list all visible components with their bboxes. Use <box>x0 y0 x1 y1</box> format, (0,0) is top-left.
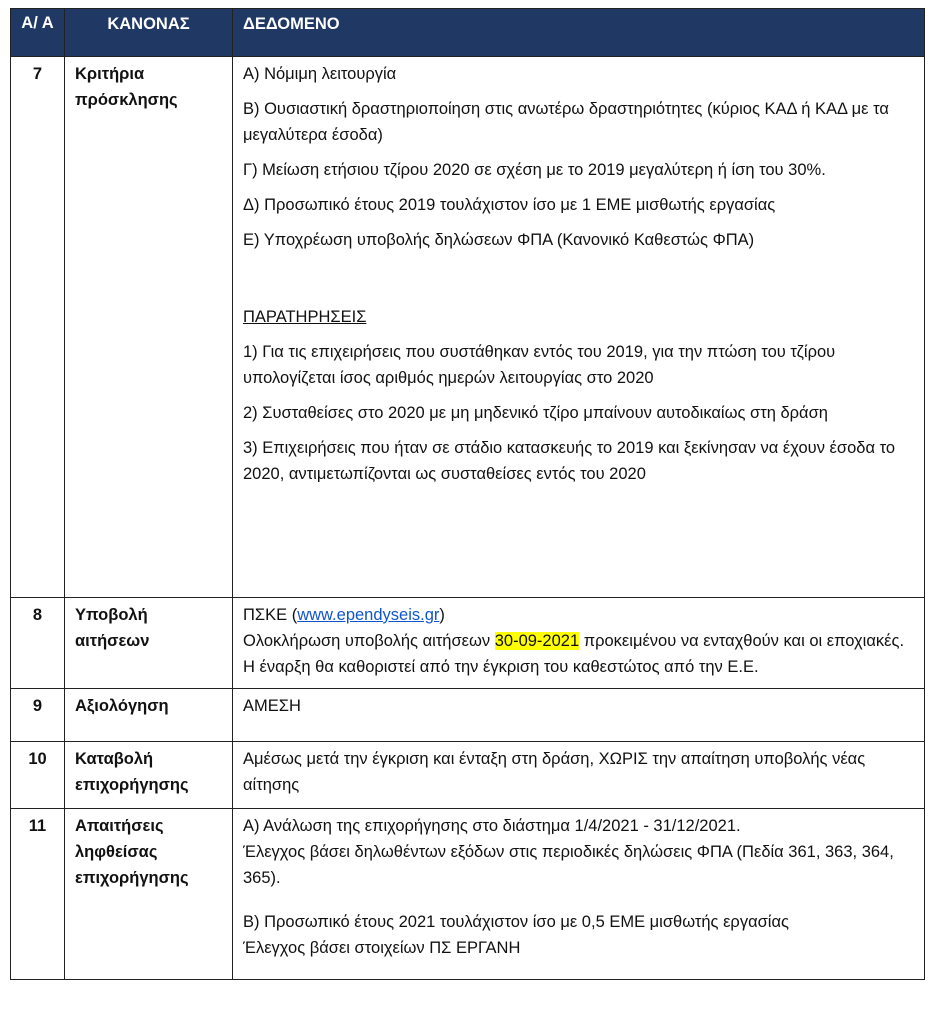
spacer <box>243 262 916 304</box>
row-number: 8 <box>11 598 65 689</box>
notes-title: ΠΑΡΑΤΗΡΗΣΕΙΣ <box>243 308 367 326</box>
row-number: 9 <box>11 689 65 742</box>
header-aa: Α/ Α <box>11 9 65 57</box>
header-rule: ΚΑΝΟΝΑΣ <box>65 9 233 57</box>
rule-data <box>233 598 925 689</box>
criterion-c: Γ) Μείωση ετήσιου τζίρου 2020 σε σχέση με το 2019 μεγαλύτερη ή ίση του 30%. <box>243 161 826 179</box>
rules-table <box>10 8 925 980</box>
requirement-a: Α) Ανάλωση της επιχορήγησης στο διάστημα 1/4/2021 - 31/12/2021. <box>243 817 741 835</box>
note-2: 2) Συσταθείσες στο 2020 με μη μηδενικό τζίρο μπαίνουν αυτοδικαίως στη δράση <box>243 404 828 422</box>
rule-name: Καταβολή επιχορήγησης <box>65 742 233 809</box>
row-number: 10 <box>11 742 65 809</box>
note-1: 1) Για τις επιχειρήσεις που συστάθηκαν εντός του 2019, για την πτώση του τζίρου υπολογίζεται ίσος αριθμός ημερών λειτουργίας στο 2020 <box>243 343 836 387</box>
criterion-d: Δ) Προσωπικό έτους 2019 τουλάχιστον ίσο με 1 ΕΜΕ μισθωτής εργασίας <box>243 196 776 214</box>
rule-name: Απαιτήσεις ληφθείσας επιχορήγησης <box>65 809 233 980</box>
table-row <box>11 57 925 598</box>
row-number: 7 <box>11 57 65 598</box>
table-row <box>11 742 925 809</box>
rule-name: Υποβολή αιτήσεων <box>65 598 233 689</box>
rule-data <box>233 57 925 598</box>
submission-portal-line: ΠΣΚΕ (www.ependyseis.gr) <box>243 606 445 624</box>
submission-deadline-line: Ολοκλήρωση υποβολής αιτήσεων 30-09-2021 προκειμένου να ενταχθούν και οι εποχιακές. Η έναρξη θα καθοριστεί από την έγκριση του καθεστώτος από την Ε.Ε. <box>243 632 905 676</box>
row-number: 11 <box>11 809 65 980</box>
requirement-a-check: Έλεγχος βάσει δηλωθέντων εξόδων στις περιοδικές δηλώσεις ΦΠΑ (Πεδία 361, 363, 364, 365). <box>243 843 894 887</box>
table-row <box>11 809 925 980</box>
criterion-e: Ε) Υποχρέωση υποβολής δηλώσεων ΦΠΑ (Κανονικό Καθεστώς ΦΠΑ) <box>243 231 755 249</box>
requirement-b: Β) Προσωπικό έτους 2021 τουλάχιστον ίσο με 0,5 ΕΜΕ μισθωτής εργασίας <box>243 913 789 931</box>
spacer <box>243 891 916 909</box>
requirement-b-check: Έλεγχος βάσει στοιχείων ΠΣ ΕΡΓΑΝΗ <box>243 939 521 957</box>
note-3: 3) Επιχειρήσεις που ήταν σε στάδιο κατασκευής το 2019 και ξεκίνησαν να έχουν έσοδα το 2020, αντιμετωπίζονται ως συσταθείσες εντός του 2020 <box>243 439 896 483</box>
criterion-b: Β) Ουσιαστική δραστηριοποίηση στις ανωτέρω δραστηριότητες (κύριος ΚΑΔ ή ΚΑΔ με τα μεγαλύτερα έσοδα) <box>243 100 889 144</box>
rule-name: Αξιολόγηση <box>65 689 233 742</box>
header-data: ΔΕΔΟΜΕΝΟ <box>233 9 925 57</box>
rule-data: ΑΜΕΣΗ <box>233 689 925 742</box>
rule-name: Κριτήρια πρόσκλησης <box>65 57 233 598</box>
table-row <box>11 598 925 689</box>
table-header-row <box>11 9 925 57</box>
deadline-date: 30-09-2021 <box>494 632 580 650</box>
rule-data <box>233 809 925 980</box>
criterion-a: Α) Νόμιμη λειτουργία <box>243 65 397 83</box>
table-row <box>11 689 925 742</box>
rule-data: Αμέσως μετά την έγκριση και ένταξη στη δράση, ΧΩΡΙΣ την απαίτηση υποβολής νέας αίτησης <box>233 742 925 809</box>
ependyseis-link[interactable]: www.ependyseis.gr <box>297 606 440 624</box>
